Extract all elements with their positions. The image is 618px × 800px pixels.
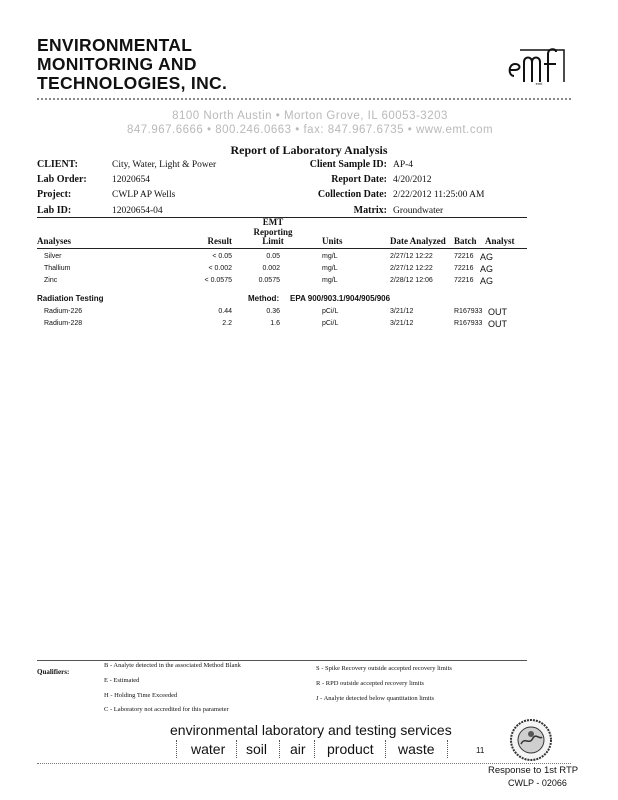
units-value: mg/L bbox=[322, 265, 338, 272]
col-header-reporting-limit bbox=[245, 218, 301, 247]
collection-date-value: 2/22/2012 11:25:00 AM bbox=[393, 190, 485, 200]
col-header-units: Units bbox=[322, 236, 343, 246]
qualifier-c: C - Laboratory not accredited for this parameter bbox=[104, 706, 229, 713]
service-soil: soil bbox=[246, 741, 268, 757]
service-waste: waste bbox=[398, 741, 435, 757]
company-name-line-1: ENVIRONMENTAL bbox=[37, 35, 193, 55]
col-header-date-analyzed: Date Analyzed bbox=[390, 236, 446, 246]
result-value: < 0.05 bbox=[212, 253, 232, 260]
project-value: CWLP AP Wells bbox=[112, 190, 176, 200]
analyte-name: Thallium bbox=[44, 265, 71, 272]
analyte-name: Silver bbox=[44, 253, 62, 260]
company-name-line-3: TECHNOLOGIES, INC. bbox=[37, 73, 228, 93]
analyte-name: Radium-226 bbox=[44, 308, 83, 315]
result-value: 2.2 bbox=[222, 320, 232, 327]
service-separator bbox=[385, 740, 386, 758]
lab-id-value: 12020654-04 bbox=[112, 206, 163, 216]
service-separator bbox=[176, 740, 177, 758]
reporting-limit-value: 0.0575 bbox=[258, 277, 280, 284]
result-value: 0.44 bbox=[218, 308, 232, 315]
analyte-name: Radium-228 bbox=[44, 320, 83, 327]
client-value: City, Water, Light & Power bbox=[112, 160, 217, 170]
company-name-line-2: MONITORING AND bbox=[37, 54, 197, 74]
batch-value: 72216 bbox=[454, 265, 474, 272]
analyte-name: Zinc bbox=[44, 277, 58, 284]
batch-value: R167933 bbox=[454, 320, 483, 327]
result-value: < 0.0575 bbox=[204, 277, 232, 284]
footer-rule bbox=[37, 763, 571, 764]
col-header-analyses: Analyses bbox=[37, 236, 72, 246]
analyst-value: AG bbox=[480, 276, 494, 286]
units-value: pCi/L bbox=[322, 320, 339, 327]
letterhead-divider bbox=[37, 98, 571, 100]
service-air: air bbox=[290, 741, 306, 757]
lab-order-label: Lab Order: bbox=[37, 174, 87, 185]
footer-tagline: environmental laboratory and testing services bbox=[170, 722, 452, 738]
emt-logo-icon bbox=[506, 42, 572, 86]
address-line-1: 8100 North Austin • Morton Grove, IL 60053-3203 bbox=[172, 110, 448, 122]
matrix-label: Matrix: bbox=[353, 205, 387, 216]
batch-value: 72216 bbox=[454, 253, 474, 260]
lab-order-value: 12020654 bbox=[112, 175, 150, 185]
col-header-rl-line-3: Limit bbox=[262, 236, 284, 246]
client-sample-id-label: Client Sample ID: bbox=[309, 159, 387, 170]
service-separator bbox=[279, 740, 280, 758]
qualifier-b: B - Analyte detected in the associated Method Blank bbox=[104, 662, 241, 669]
project-label: Project: bbox=[37, 189, 72, 200]
result-value: < 0.002 bbox=[208, 265, 232, 272]
logo-text: emt bbox=[535, 81, 543, 86]
date-analyzed-value: 2/27/12 12:22 bbox=[390, 265, 433, 272]
units-value: mg/L bbox=[322, 253, 338, 260]
accreditation-seal-icon bbox=[509, 718, 553, 762]
col-header-analyst: Analyst bbox=[485, 236, 515, 246]
reporting-limit-value: 0.36 bbox=[266, 308, 280, 315]
service-product: product bbox=[327, 741, 374, 757]
batch-value: R167933 bbox=[454, 308, 483, 315]
address-line-2: 847.967.6666 • 800.246.0663 • fax: 847.967.6735 • www.emt.com bbox=[126, 124, 494, 136]
client-label: CLIENT: bbox=[37, 159, 78, 170]
document-id: CWLP - 02066 bbox=[508, 778, 567, 788]
service-separator bbox=[236, 740, 237, 758]
lab-id-label: Lab ID: bbox=[37, 205, 72, 216]
qualifier-e: E - Estimated bbox=[104, 677, 140, 684]
radiation-section-title: Radiation Testing bbox=[37, 294, 104, 303]
date-analyzed-value: 3/21/12 bbox=[390, 308, 414, 315]
service-separator bbox=[447, 740, 448, 758]
report-date-value: 4/20/2012 bbox=[393, 175, 432, 185]
collection-date-label: Collection Date: bbox=[317, 189, 387, 200]
report-date-label: Report Date: bbox=[331, 174, 387, 185]
company-name bbox=[37, 36, 227, 93]
table-header-divider bbox=[37, 248, 527, 249]
date-analyzed-value: 2/28/12 12:06 bbox=[390, 277, 433, 284]
service-separator bbox=[314, 740, 315, 758]
col-header-batch: Batch bbox=[454, 236, 477, 246]
col-header-rl-line-1: EMT bbox=[262, 217, 284, 227]
units-value: pCi/L bbox=[322, 308, 339, 315]
col-header-result: Result bbox=[207, 236, 232, 246]
units-value: mg/L bbox=[322, 277, 338, 284]
qualifiers-divider bbox=[37, 660, 527, 661]
qualifiers-label: Qualifiers: bbox=[37, 668, 70, 676]
client-sample-id-value: AP-4 bbox=[393, 160, 414, 170]
report-title: Report of Laboratory Analysis bbox=[230, 143, 388, 157]
reporting-limit-value: 0.002 bbox=[262, 265, 280, 272]
matrix-value: Groundwater bbox=[393, 206, 444, 216]
method-label: Method: bbox=[248, 294, 280, 303]
analyst-value: OUT bbox=[488, 319, 507, 329]
analyst-value: AG bbox=[480, 252, 494, 262]
col-header-rl-line-2: Reporting bbox=[253, 226, 293, 237]
batch-value: 72216 bbox=[454, 277, 474, 284]
analyst-value: OUT bbox=[488, 307, 507, 317]
response-label: Response to 1st RTP bbox=[488, 765, 579, 776]
qualifier-r: R - RPD outside accepted recovery limits bbox=[316, 680, 424, 687]
reporting-limit-value: 1.6 bbox=[270, 320, 280, 327]
method-value: EPA 900/903.1/904/905/906 bbox=[290, 294, 391, 303]
qualifier-j: J - Analyte detected below quantitation limits bbox=[316, 695, 435, 702]
date-analyzed-value: 2/27/12 12:22 bbox=[390, 253, 433, 260]
reporting-limit-value: 0.05 bbox=[266, 253, 280, 260]
analyst-value: AG bbox=[480, 264, 494, 274]
qualifier-h: H - Holding Time Exceeded bbox=[104, 692, 178, 699]
page-number: 11 bbox=[476, 746, 485, 755]
qualifier-s: S - Spike Recovery outside accepted recovery limits bbox=[316, 665, 452, 672]
service-water: water bbox=[191, 741, 226, 757]
date-analyzed-value: 3/21/12 bbox=[390, 320, 414, 327]
